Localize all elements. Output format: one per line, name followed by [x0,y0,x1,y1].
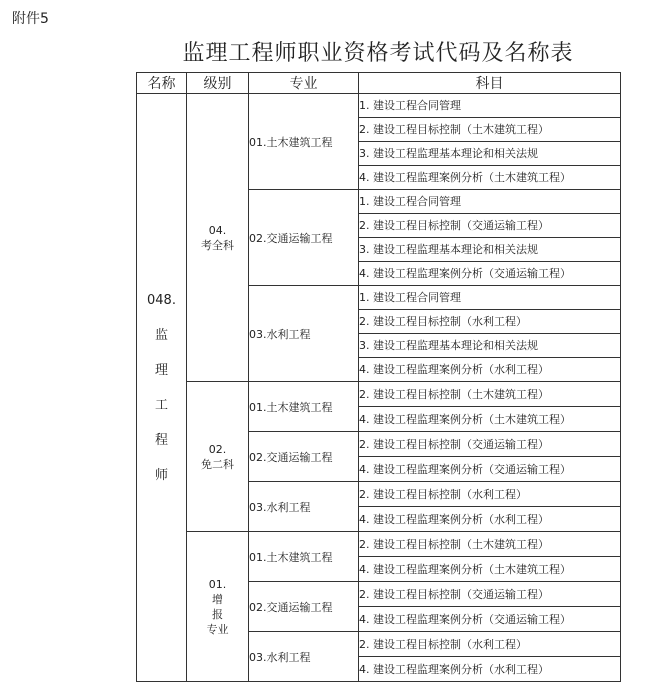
level-cell [187,532,249,682]
major-cell: 03.水利工程 [249,482,359,532]
level-cell [187,382,249,532]
table-row [137,382,621,407]
subject-cell: 4. 建设工程监理案例分析（水利工程） [359,358,621,382]
header-level: 级别 [187,73,249,94]
category-char: 理 [154,362,168,378]
exam-code-table [136,72,621,682]
subject-cell: 1. 建设工程合同管理 [359,190,621,214]
subject-cell: 2. 建设工程目标控制（土木建筑工程） [359,382,621,407]
subject-cell: 4. 建设工程监理案例分析（水利工程） [359,507,621,532]
subject-cell: 4. 建设工程监理案例分析（交通运输工程） [359,262,621,286]
category-char: 师 [154,467,168,483]
major-cell: 03.水利工程 [249,286,359,382]
table-row [137,532,621,557]
header-subject: 科目 [359,73,621,94]
level-name: 免二科 [201,457,234,471]
table-header-row [137,73,621,94]
level-code: 01. [208,577,227,591]
subject-cell: 4. 建设工程监理案例分析（水利工程） [359,657,621,682]
subject-cell: 4. 建设工程监理案例分析（交通运输工程） [359,457,621,482]
major-cell: 02.交通运输工程 [249,582,359,632]
subject-cell: 2. 建设工程目标控制（水利工程） [359,632,621,657]
level-name-char: 增 [212,592,223,606]
subject-cell: 2. 建设工程目标控制（土木建筑工程） [359,118,621,142]
subject-cell: 2. 建设工程目标控制（交通运输工程） [359,214,621,238]
major-cell: 01.土木建筑工程 [249,382,359,432]
header-name: 名称 [137,73,187,94]
major-cell: 01.土木建筑工程 [249,94,359,190]
category-char: 监 [154,327,168,343]
subject-cell: 1. 建设工程合同管理 [359,94,621,118]
page-title: 监理工程师职业资格考试代码及名称表 [182,41,574,66]
attachment-label: 附件5 [12,11,49,27]
level-cell [187,94,249,382]
subject-cell: 4. 建设工程监理案例分析（土木建筑工程） [359,166,621,190]
subject-cell: 2. 建设工程目标控制（水利工程） [359,482,621,507]
major-cell: 03.水利工程 [249,632,359,682]
level-name: 考全科 [201,238,234,252]
category-cell [137,94,187,682]
subject-cell: 1. 建设工程合同管理 [359,286,621,310]
category-code: 048. [147,292,176,308]
subject-cell: 2. 建设工程目标控制（交通运输工程） [359,582,621,607]
level-name-char: 专业 [206,622,229,636]
category-char: 程 [154,432,168,448]
subject-cell: 3. 建设工程监理基本理论和相关法规 [359,334,621,358]
level-code: 04. [208,223,227,237]
header-major: 专业 [249,73,359,94]
major-cell: 01.土木建筑工程 [249,532,359,582]
subject-cell: 3. 建设工程监理基本理论和相关法规 [359,142,621,166]
subject-cell: 3. 建设工程监理基本理论和相关法规 [359,238,621,262]
level-name-char: 报 [212,607,223,621]
level-code: 02. [208,442,227,456]
subject-cell: 2. 建设工程目标控制（土木建筑工程） [359,532,621,557]
subject-cell: 4. 建设工程监理案例分析（土木建筑工程） [359,557,621,582]
major-cell: 02.交通运输工程 [249,190,359,286]
subject-cell: 4. 建设工程监理案例分析（交通运输工程） [359,607,621,632]
major-cell: 02.交通运输工程 [249,432,359,482]
subject-cell: 2. 建设工程目标控制（水利工程） [359,310,621,334]
subject-cell: 4. 建设工程监理案例分析（土木建筑工程） [359,407,621,432]
table-row [137,94,621,118]
category-char: 工 [154,397,168,413]
subject-cell: 2. 建设工程目标控制（交通运输工程） [359,432,621,457]
